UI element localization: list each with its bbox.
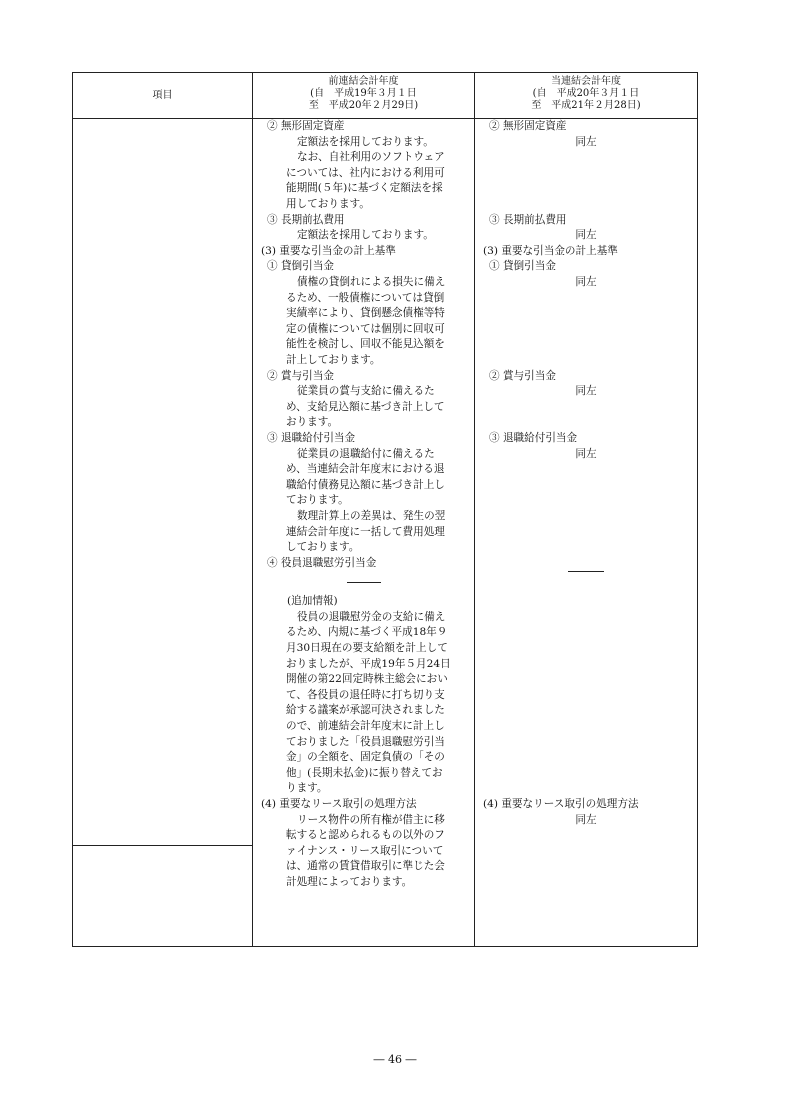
text-line: ので、前連結会計年度末に計上し [286, 720, 445, 732]
header-current-year [475, 73, 697, 118]
text-line: ァイナンス・リース取引について [286, 844, 444, 857]
text-line: (3) 重要な引当金の計上基準 [483, 244, 618, 257]
text-line: るため、一般債権については貸倒 [286, 291, 445, 304]
not-applicable-dash [568, 571, 604, 572]
text-line: ① 貸倒引当金 [489, 260, 556, 273]
text-line: 他」(長期未払金)に振り替えてお [286, 766, 443, 779]
text-line: 転すると認められるもの以外のフ [286, 829, 445, 842]
text-line: 金」の全額を、固定負債の「その [286, 751, 445, 764]
text-line: は、通常の賃貸借取引に準じた会 [286, 860, 445, 873]
text-line: ります。 [286, 782, 328, 795]
text-line: 能性を検討し、回収不能見込額を [286, 338, 445, 351]
text-line: ております。 [286, 494, 349, 507]
current-year-from: (自 平成20年３月１日 [532, 88, 640, 99]
text-line: ② 無形固定資産 [489, 120, 567, 132]
text-line: 職給付債務見込額に基づき計上し [286, 478, 445, 491]
text-line: 債権の貸倒れによる損失に備え [297, 276, 446, 288]
text-line: 役員の退職慰労金の支給に備え [297, 610, 446, 623]
text-line: ④ 役員退職慰労引当金 [267, 556, 377, 569]
text-line: 数理計算上の差異は、発生の翌 [297, 510, 446, 522]
same-as-left-text: 同左 [575, 135, 597, 148]
text-line: 定額法を採用しております。 [297, 229, 434, 242]
row-divider-item-column [73, 845, 253, 846]
accounting-policy-table [72, 72, 698, 947]
text-line: 実績率により、貸倒懸念債権等特 [286, 307, 445, 320]
text-line: ① 貸倒引当金 [267, 260, 334, 273]
text-line: め、支給見込額に基づき計上して [286, 400, 445, 413]
text-line: ③ 退職給付引当金 [267, 432, 356, 444]
text-line: 計上しております。 [286, 354, 381, 366]
text-line: 計処理によっております。 [286, 876, 413, 888]
text-line: 連結会計年度に一括して費用処理 [286, 525, 445, 538]
same-as-left-text: 同左 [575, 229, 597, 242]
same-as-left-text: 同左 [575, 276, 597, 288]
text-line: 従業員の退職給付に備えるた [297, 447, 435, 460]
text-line: 定の債権については個別に回収可 [286, 322, 445, 335]
text-line: て、各役員の退任時に打ち切り支 [286, 688, 445, 701]
text-line: ③ 長期前払費用 [489, 213, 567, 226]
not-applicable-dash [347, 582, 381, 583]
header-previous-year [253, 73, 474, 118]
text-line: め、当連結会計年度末における退 [286, 463, 445, 476]
text-line: ておりました「役員退職慰労引当 [286, 735, 445, 748]
text-line: 月30日現在の要支給額を計上して [286, 642, 448, 654]
text-line: おります。 [286, 416, 339, 429]
previous-year-from: (自 平成19年３月１日 [310, 88, 417, 99]
same-as-left-text: 同左 [575, 447, 597, 460]
same-as-left-text: 同左 [575, 385, 597, 398]
text-line: しております。 [286, 541, 360, 554]
previous-year-title: 前連結会計年度 [328, 76, 399, 87]
text-line: については、社内における利用可 [286, 166, 445, 179]
previous-year-to: 至 平成20年２月29日) [308, 100, 419, 111]
text-line: (4) 重要なリース取引の処理方法 [261, 798, 417, 810]
text-line: 定額法を採用しております。 [297, 135, 434, 148]
text-line: なお、自社利用のソフトウェア [297, 151, 445, 164]
text-line: 用しております。 [286, 198, 370, 210]
current-year-title: 当連結会計年度 [551, 76, 621, 87]
text-line: るため、内規に基づく平成18年９ [286, 626, 448, 639]
text-line: ② 無形固定資産 [267, 120, 345, 132]
text-line: 開催の第22回定時株主総会におい [286, 673, 448, 686]
text-line: ③ 退職給付引当金 [489, 432, 578, 444]
text-line: 従業員の賞与支給に備えるた [297, 385, 435, 398]
text-line: リース物件の所有権が借主に移 [297, 813, 445, 826]
column-divider [252, 73, 253, 946]
text-line: (3) 重要な引当金の計上基準 [261, 244, 396, 257]
text-line: ② 賞与引当金 [267, 369, 334, 382]
text-line: 能期間(５年)に基づく定額法を採 [286, 182, 443, 195]
page-number: ― 46 ― [373, 1053, 417, 1066]
text-line: (4) 重要なリース取引の処理方法 [483, 798, 639, 810]
text-line: ② 賞与引当金 [489, 369, 556, 382]
text-line: ③ 長期前払費用 [267, 213, 345, 226]
text-line: おりましたが、平成19年５月24日 [286, 657, 451, 670]
same-as-left-text: 同左 [575, 813, 597, 826]
text-line: (追加情報) [287, 595, 338, 608]
text-line: 給する議案が承認可決されました [286, 704, 445, 717]
current-year-to: 至 平成21年２月28日) [531, 100, 641, 111]
header-item: 項目 [152, 89, 173, 101]
